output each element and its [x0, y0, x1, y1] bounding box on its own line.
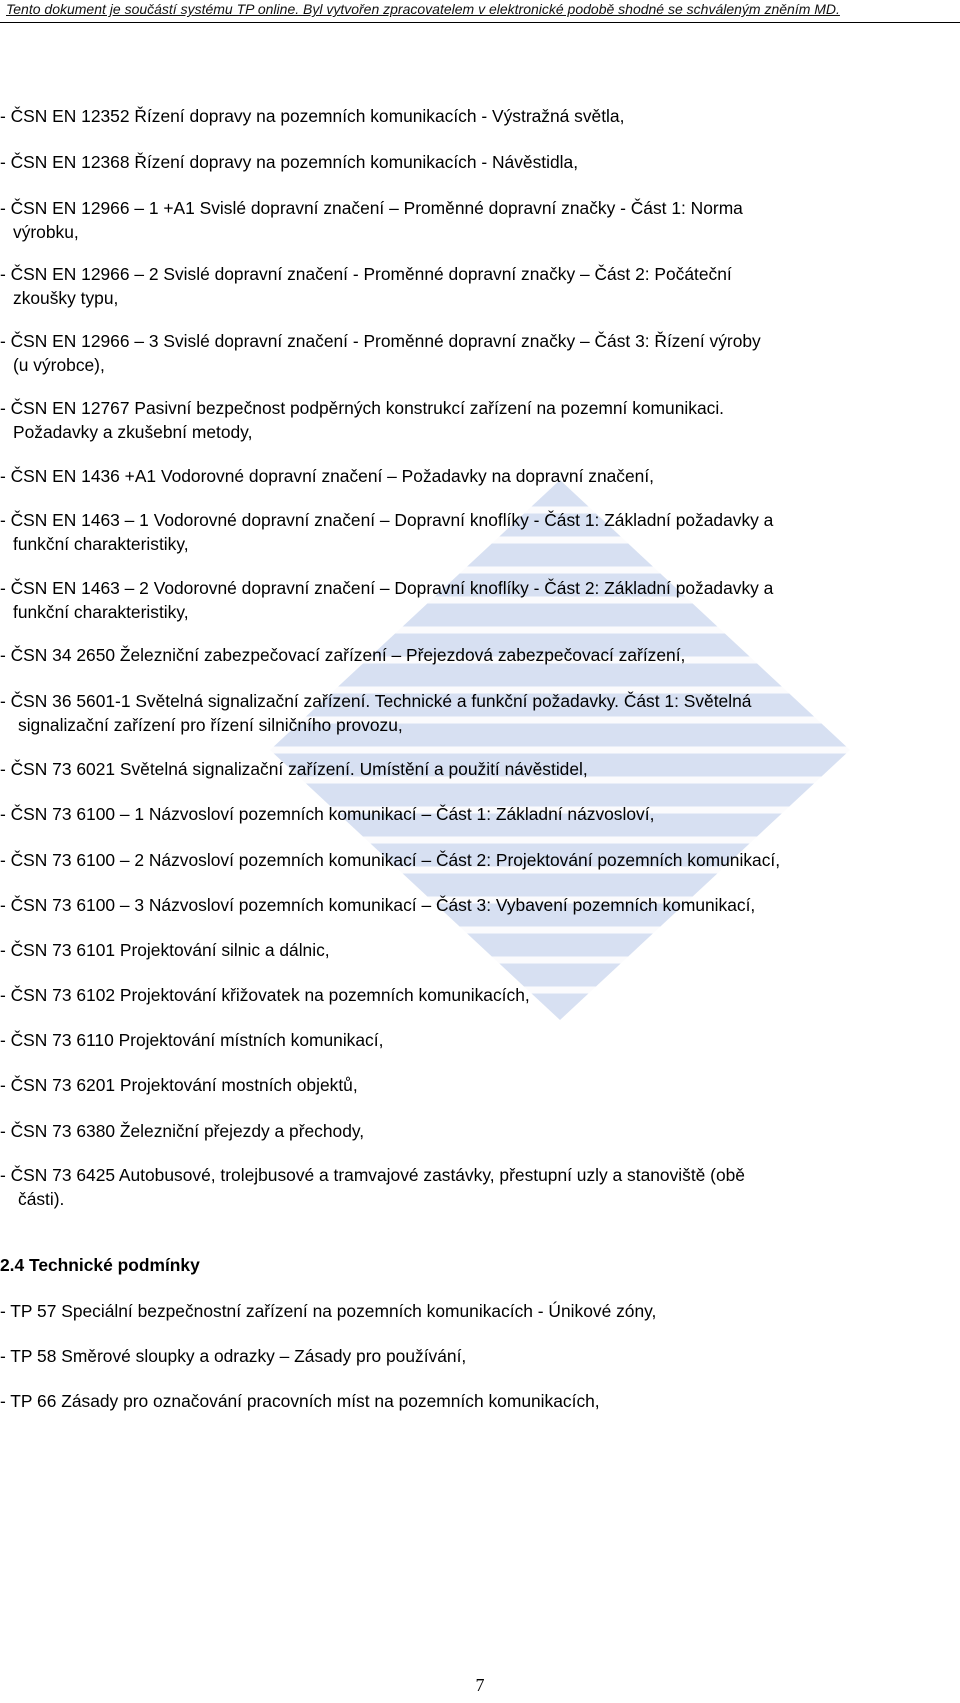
list-item: - TP 57 Speciální bezpečnostní zařízení na pozemních komunikacích - Únikové zóny, — [0, 1301, 657, 1321]
list-item: - ČSN 73 6100 – 3 Názvosloví pozemních komunikací – Část 3: Vybavení pozemních komunikací, — [0, 895, 756, 915]
list-item: - ČSN 73 6102 Projektování křižovatek na pozemních komunikacích, — [0, 985, 530, 1005]
document-header — [0, 0, 960, 23]
list-item: - ČSN EN 12966 – 1 +A1 Svislé dopravní značení – Proměnné dopravní značky - Část 1: Norma výrobku, — [0, 198, 743, 242]
list-item: - TP 58 Směrové sloupky a odrazky – Zásady pro používání, — [0, 1346, 467, 1366]
list-item: - ČSN EN 1436 +A1 Vodorovné dopravní značení – Požadavky na dopravní značení, — [0, 466, 655, 486]
list-item: - ČSN 73 6110 Projektování místních komunikací, — [0, 1030, 384, 1050]
header-notice: Tento dokument je součástí systému TP online. Byl vytvořen zpracovatelem v elektronické podobě shodné se schváleným zněním MD. — [6, 1, 840, 17]
list-item: - ČSN 73 6201 Projektování mostních objektů, — [0, 1075, 358, 1095]
list-item: - ČSN EN 12966 – 2 Svislé dopravní značení - Proměnné dopravní značky – Část 2: Počáteční zkoušky typu, — [0, 264, 732, 308]
list-item: - ČSN EN 12966 – 3 Svislé dopravní značení - Proměnné dopravní značky – Část 3: Řízení výroby (u výrobce), — [0, 331, 761, 375]
list-item: - ČSN 73 6101 Projektování silnic a dálnic, — [0, 940, 330, 960]
section-heading: 2.4 Technické podmínky — [0, 1255, 200, 1275]
list-item: - ČSN 73 6100 – 1 Názvosloví pozemních komunikací – Část 1: Základní názvosloví, — [0, 804, 655, 824]
list-item: - ČSN 36 5601-1 Světelná signalizační zařízení. Technické a funkční požadavky. Část 1: Světelná signalizační zařízení pro řízení silničního provozu, — [0, 691, 752, 735]
list-item: - TP 66 Zásady pro označování pracovních míst na pozemních komunikacích, — [0, 1391, 600, 1411]
list-item: - ČSN 34 2650 Železniční zabezpečovací zařízení – Přejezdová zabezpečovací zařízení, — [0, 645, 686, 665]
page-number: 7 — [475, 1675, 485, 1695]
list-item: - ČSN EN 1463 – 1 Vodorovné dopravní značení – Dopravní knoflíky - Část 1: Základní požadavky a funkční charakteristiky, — [0, 510, 774, 554]
list-item: - ČSN EN 12352 Řízení dopravy na pozemních komunikacích - Výstražná světla, — [0, 106, 625, 126]
list-item: - ČSN 73 6021 Světelná signalizační zařízení. Umístění a použití návěstidel, — [0, 759, 588, 779]
list-item: - ČSN EN 12368 Řízení dopravy na pozemních komunikacích - Návěstidla, — [0, 152, 579, 172]
list-item: - ČSN EN 12767 Pasivní bezpečnost podpěrných konstrukcí zařízení na pozemní komunikaci. Požadavky a zkušební metody, — [0, 398, 725, 442]
list-item: - ČSN EN 1463 – 2 Vodorovné dopravní značení – Dopravní knoflíky - Část 2: Základní požadavky a funkční charakteristiky, — [0, 578, 774, 622]
list-item: - ČSN 73 6380 Železniční přejezdy a přechody, — [0, 1121, 365, 1141]
list-item: - ČSN 73 6100 – 2 Názvosloví pozemních komunikací – Část 2: Projektování pozemních komunikací, — [0, 850, 781, 870]
list-item: - ČSN 73 6425 Autobusové, trolejbusové a tramvajové zastávky, přestupní uzly a stanoviště (obě části). — [0, 1165, 745, 1209]
